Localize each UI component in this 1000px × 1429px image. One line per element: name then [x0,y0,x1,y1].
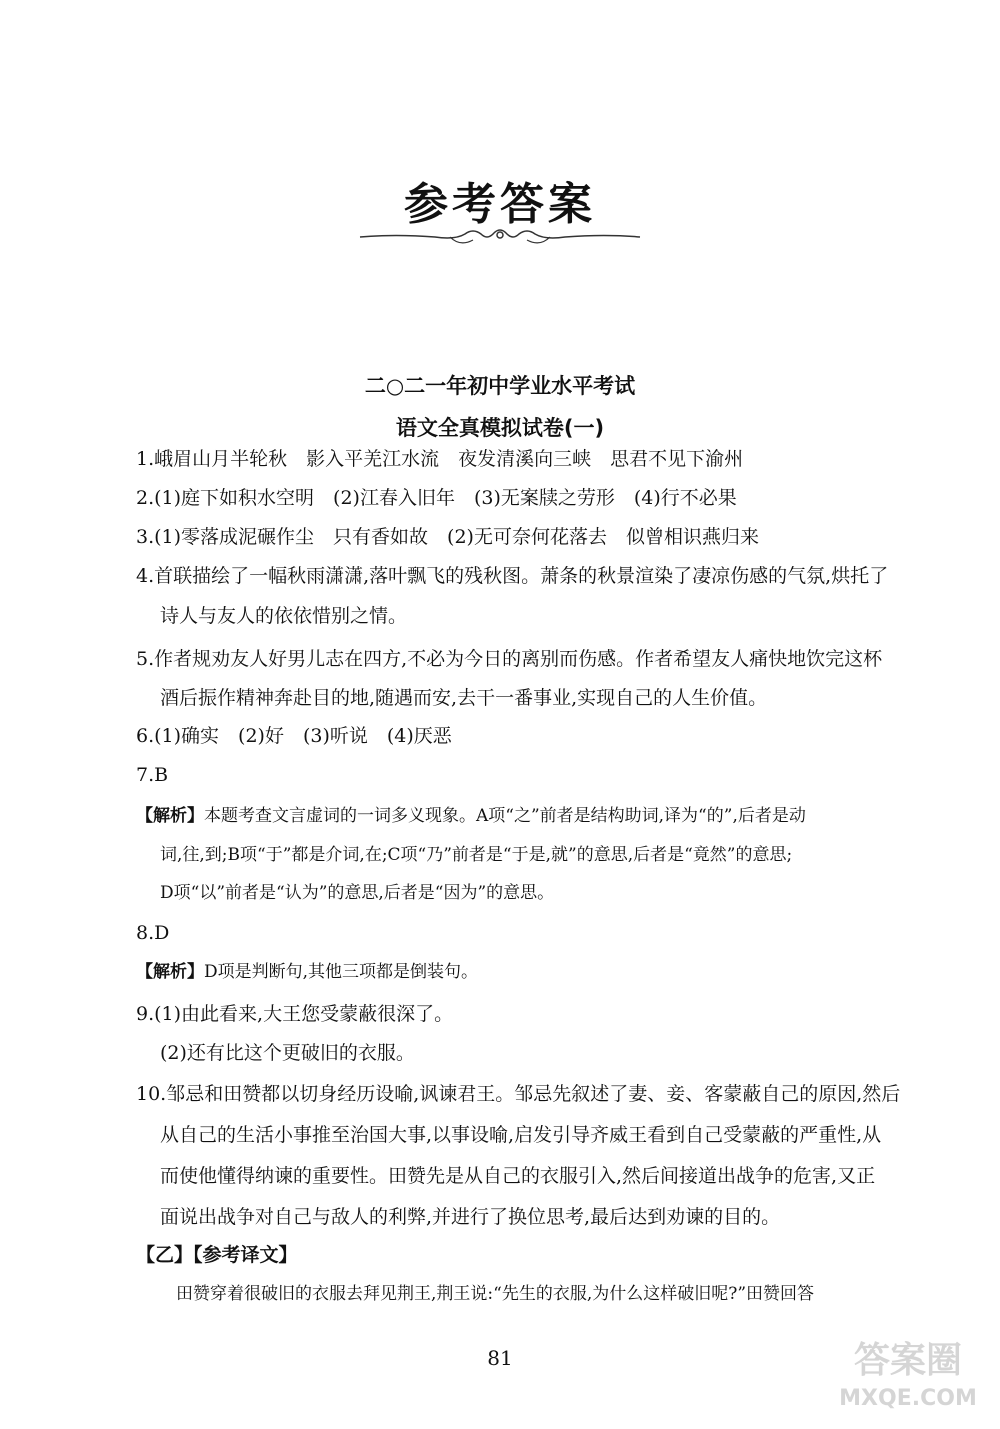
yi-reference-translation-text: 田赞穿着很破旧的衣服去拜见荆王,荆王说:“先生的衣服,为什么这样破旧呢?”田赞回答 [176,1284,815,1304]
answer-10-line-2: 从自己的生活小事推至治国大事,以事设喻,启发引导齐威王看到自己受蒙蔽的严重性,从 [160,1124,882,1146]
answer-4-line-2: 诗人与友人的依依惜别之情。 [160,605,408,627]
answer-9-line-1: 9.(1)由此看来,大王您受蒙蔽很深了。 [136,1003,454,1025]
explanation-text: 本题考查文言虚词的一词多义现象。A项“之”前者是结构助词,译为“的”,后者是动 [204,806,806,826]
exam-heading: 二○二一年初中学业水平考试 [364,374,636,398]
answer-9-line-2: (2)还有比这个更破旧的衣服。 [160,1042,415,1064]
answer-7-explanation-line-3: D项“以”前者是“认为”的意思,后者是“因为”的意思。 [160,883,555,903]
answer-7: 7.B [136,764,169,786]
yi-reference-translation-label: 【乙】【参考译文】 [136,1244,298,1266]
title-ornament-divider [355,222,645,252]
answer-3: 3.(1)零落成泥碾作尘 只有香如故 (2)无可奈何花落去 似曾相识燕归来 [136,526,759,548]
answer-8: 8.D [136,922,170,944]
answer-10-line-4: 面说出战争对自己与敌人的利弊,并进行了换位思考,最后达到劝谏的目的。 [160,1206,781,1228]
analysis-label: 【解析】 [136,962,204,982]
answer-2: 2.(1)庭下如积水空明 (2)江春入旧年 (3)无案牍之劳形 (4)行不必果 [136,487,737,509]
answer-5-line-1: 5.作者规劝友人好男儿志在四方,不必为今日的离别而伤感。作者希望友人痛快地饮完这杯 [136,648,883,670]
answer-10-line-3: 而使他懂得纳谏的重要性。田赞先是从自己的衣服引入,然后间接道出战争的危害,又正 [160,1165,876,1187]
watermark-logo [826,1328,990,1420]
answer-4-line-1: 4.首联描绘了一幅秋雨潇潇,落叶飘飞的残秋图。萧条的秋景渲染了凄凉伤感的气氛,烘托了 [136,565,889,587]
answer-1: 1.峨眉山月半轮秋 影入平羌江水流 夜发清溪向三峡 思君不见下渝州 [136,448,744,470]
answer-7-explanation-line-1 [136,806,806,826]
watermark-top-text: 答案圈 [853,1340,962,1381]
answer-10-line-1: 10.邹忌和田赞都以切身经历设喻,讽谏君王。邹忌先叙述了妻、妾、客蒙蔽自己的原因,然后 [136,1083,901,1105]
answer-6: 6.(1)确实 (2)好 (3)听说 (4)厌恶 [136,725,452,747]
explanation-text: D项是判断句,其他三项都是倒装句。 [204,962,479,982]
analysis-label: 【解析】 [136,806,204,826]
page-number: 81 [487,1346,513,1370]
answer-8-explanation [136,962,478,982]
watermark-bottom-text: MXQE.COM [839,1386,977,1411]
answer-7-explanation-line-2: 词,往,到;B项“于”都是介词,在;C项“乃”前者是“于是,就”的意思,后者是“竟然”的意思; [160,845,793,865]
page-title: 参考答案 [404,179,596,230]
exam-subheading: 语文全真模拟试卷(一) [395,416,605,440]
answer-5-line-2: 酒后振作精神奔赴目的地,随遇而安,去干一番事业,实现自己的人生价值。 [160,687,768,709]
